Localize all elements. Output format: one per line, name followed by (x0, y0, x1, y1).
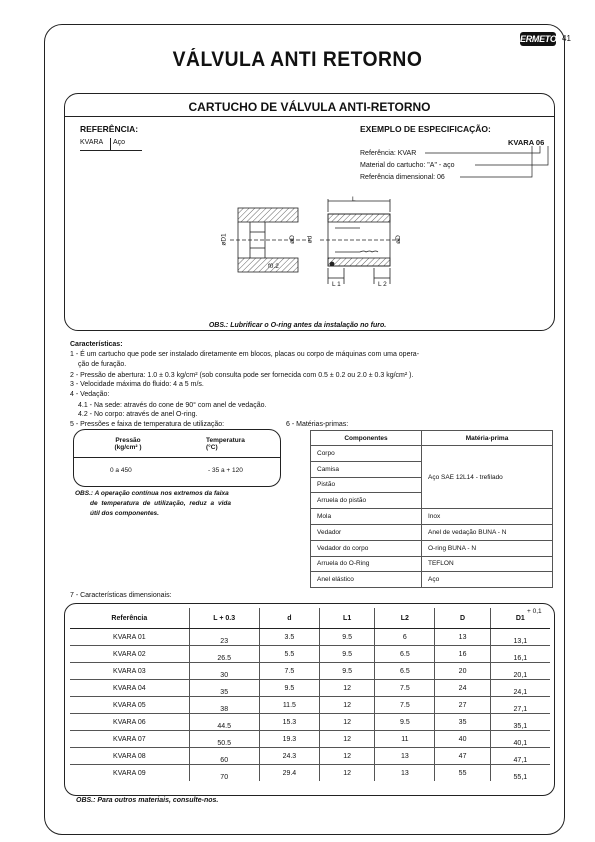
temperature-header (206, 437, 245, 451)
table-cell: 30 (189, 663, 259, 680)
spec-code: KVARA 06 (508, 138, 545, 147)
table-cell: 35 (189, 680, 259, 697)
dim-col-header: D1 (490, 608, 550, 629)
char-item-1: 1 - É um cartucho que pode ser instalado diretamente em blocos, placas ou corpo de máquinas com uma opera- (70, 351, 420, 358)
spec-line-3: Referência dimensional: 06 (360, 174, 445, 181)
pressure-header (108, 437, 148, 451)
table-cell: 16 (435, 646, 490, 663)
char-item-4-2: 4.2 - No corpo: através de anel O-ring. (78, 411, 198, 418)
dim-label-f: f0.2 (268, 263, 279, 270)
brand-logo: ERMETO (520, 34, 557, 44)
mat-component: Camisa (311, 461, 422, 477)
footnote: OBS.: Para outros materiais, consulte-nos. (76, 797, 219, 804)
table-cell: KVARA 07 (70, 731, 189, 748)
table-cell: 40,1 (490, 731, 550, 748)
table-row (70, 731, 550, 748)
spec-line-1: Referência: KVAR (360, 150, 417, 157)
table-cell: 6 (375, 629, 435, 646)
spec-label: EXEMPLO DE ESPECIFICAÇÃO: (360, 124, 491, 134)
characteristics-title: Características: (70, 341, 123, 348)
table-cell: 7.5 (375, 697, 435, 714)
pressure-header-unit: (kg/cm² ) (114, 444, 142, 451)
table-row (70, 748, 550, 765)
pressure-note-2: de temperatura de utilização, reduz a vida (90, 500, 231, 507)
table-cell: 7.5 (375, 680, 435, 697)
table-cell: 47 (435, 748, 490, 765)
spec-line-2: Material do cartucho: "A" - aço (360, 162, 455, 169)
dim-col-header: L1 (320, 608, 375, 629)
mat-component: Vedador do corpo (311, 540, 422, 556)
dim-label-D2: øD (288, 235, 296, 244)
reference-code: KVARA (80, 139, 104, 146)
materials-table (310, 430, 553, 588)
dim-label-L2: L 2 (378, 281, 387, 288)
table-row (70, 680, 550, 697)
table-cell: 6.5 (375, 646, 435, 663)
lubrication-note: OBS.: Lubrificar o O-ring antes da instalação no furo. (208, 322, 387, 329)
table-cell: 9.5 (375, 714, 435, 731)
mat-component: Corpo (311, 446, 422, 462)
table-cell: KVARA 02 (70, 646, 189, 663)
d1-tolerance (527, 608, 542, 615)
table-cell: 7.5 (259, 663, 319, 680)
mat-material: TEFLON (422, 556, 553, 572)
char-item-2: 2 - Pressão de abertura: 1.0 ± 0.3 kg/cm² (sob consulta pode ser fornecida com 0.5 ± 0.2 ou 2.0 ± 0.3 kg/cm² ). (70, 372, 414, 379)
table-cell: 24.3 (259, 748, 319, 765)
temperature-value: - 35 a + 120 (208, 467, 243, 474)
mat-material: Anel de vedação BUNA - N (422, 524, 553, 540)
reference-material: Aço (113, 139, 126, 146)
mat-component: Vedador (311, 524, 422, 540)
table-cell: 13 (375, 748, 435, 765)
pressure-value: 0 a 450 (110, 467, 132, 474)
table-cell: KVARA 09 (70, 765, 189, 782)
mat-component: Arruela do pistão (311, 493, 422, 509)
table-cell: 47,1 (490, 748, 550, 765)
temperature-header-unit: (°C) (206, 444, 218, 451)
table-cell: 11.5 (259, 697, 319, 714)
pressure-note-3: útil dos componentes. (90, 510, 159, 517)
table-cell: 38 (189, 697, 259, 714)
dim-label-L: L (352, 196, 356, 203)
char-item-4: 4 - Vedação: (70, 391, 110, 398)
mat-material: O-ring BUNA - N (422, 540, 553, 556)
table-cell: KVARA 01 (70, 629, 189, 646)
table-cell: 60 (189, 748, 259, 765)
pressure-header-1: Pressão (115, 437, 141, 444)
table-cell: KVARA 05 (70, 697, 189, 714)
table-cell: 9.5 (320, 663, 375, 680)
table-cell: 15.3 (259, 714, 319, 731)
reference-label: REFERÊNCIA: (80, 124, 139, 134)
table-cell: 70 (189, 765, 259, 782)
dim-col-header: Referência (70, 608, 189, 629)
table-cell: 6.5 (375, 663, 435, 680)
table-cell: KVARA 06 (70, 714, 189, 731)
section-divider (64, 116, 555, 117)
mat-component: Mola (311, 509, 422, 525)
table-cell: 26.5 (189, 646, 259, 663)
table-cell: 20,1 (490, 663, 550, 680)
pressure-note-1: OBS.: A operação contínua nos extremos da faixa (75, 490, 229, 497)
mat-material: Inox (422, 509, 553, 525)
table-cell: 12 (320, 748, 375, 765)
table-cell: 27 (435, 697, 490, 714)
dim-label-L1: L 1 (332, 281, 341, 288)
pressure-table (73, 429, 281, 487)
table-row (70, 765, 550, 782)
materials-col-components: Componentes (311, 431, 422, 446)
table-cell: 35 (435, 714, 490, 731)
table-cell: 24,1 (490, 680, 550, 697)
char-item-5: 5 - Pressões e faixa de temperatura de utilização: (70, 421, 225, 428)
d1-tolerance-upper: + 0,1 (527, 608, 542, 615)
materials-col-material: Matéria-prima (422, 431, 553, 446)
table-cell: 12 (320, 697, 375, 714)
table-cell: 5.5 (259, 646, 319, 663)
pressure-divider (73, 457, 281, 458)
table-cell: 11 (375, 731, 435, 748)
table-cell: 12 (320, 731, 375, 748)
dim-col-header: D (435, 608, 490, 629)
mat-material: Aço SAE 12L14 - trefilado (422, 446, 553, 509)
char-item-3: 3 - Velocidade máxima do fluido: 4 a 5 m/s. (70, 381, 204, 388)
table-cell: 3.5 (259, 629, 319, 646)
reference-separator (110, 138, 111, 151)
table-cell: 13,1 (490, 629, 550, 646)
dim-label-D: øD (394, 235, 402, 244)
table-row (70, 646, 550, 663)
table-cell: 12 (320, 680, 375, 697)
dim-label-d: ød (306, 235, 314, 244)
dimensions-table (70, 608, 550, 781)
table-cell: 35,1 (490, 714, 550, 731)
dim-col-header: L2 (375, 608, 435, 629)
table-row (70, 697, 550, 714)
char-item-1b: ção de furação. (78, 361, 127, 368)
dim-label-d1: øD1 (220, 233, 228, 246)
table-cell: 55,1 (490, 765, 550, 782)
table-row (70, 629, 550, 646)
page-title: VÁLVULA ANTI RETORNO (172, 48, 423, 71)
table-cell: 24 (435, 680, 490, 697)
temperature-header-1: Temperatura (206, 437, 245, 444)
spec-leader-lines (420, 144, 550, 184)
table-cell: KVARA 08 (70, 748, 189, 765)
table-cell: 12 (320, 714, 375, 731)
table-cell: 23 (189, 629, 259, 646)
table-cell: 12 (320, 765, 375, 782)
table-cell: 19.3 (259, 731, 319, 748)
dim-col-header: L + 0.3 (189, 608, 259, 629)
table-cell: 27,1 (490, 697, 550, 714)
table-cell: 50.5 (189, 731, 259, 748)
table-row (70, 714, 550, 731)
dim-col-header: d (259, 608, 319, 629)
table-cell: 29.4 (259, 765, 319, 782)
table-cell: KVARA 04 (70, 680, 189, 697)
char-item-4-1: 4.1 - Na sede: através do cone de 90° com anel de vedação. (78, 402, 267, 409)
table-cell: 9.5 (320, 646, 375, 663)
table-cell: 44.5 (189, 714, 259, 731)
table-cell: 13 (375, 765, 435, 782)
table-cell: 20 (435, 663, 490, 680)
dimensions-title: 7 - Características dimensionais: (70, 592, 172, 599)
section-title: CARTUCHO DE VÁLVULA ANTI-RETORNO (188, 100, 431, 114)
reference-box (80, 138, 142, 151)
mat-component: Anel elástico (311, 572, 422, 588)
mat-component: Arruela do O-Ring (311, 556, 422, 572)
mat-material: Aço (422, 572, 553, 588)
table-cell: 9.5 (259, 680, 319, 697)
page-number: 41 (562, 34, 571, 43)
table-cell: 9.5 (320, 629, 375, 646)
table-cell: 40 (435, 731, 490, 748)
table-cell: 55 (435, 765, 490, 782)
table-cell: KVARA 03 (70, 663, 189, 680)
table-cell: 13 (435, 629, 490, 646)
mat-component: Pistão (311, 477, 422, 493)
table-row (70, 663, 550, 680)
table-cell: 16,1 (490, 646, 550, 663)
materials-title: 6 - Matérias-primas: (286, 421, 349, 428)
